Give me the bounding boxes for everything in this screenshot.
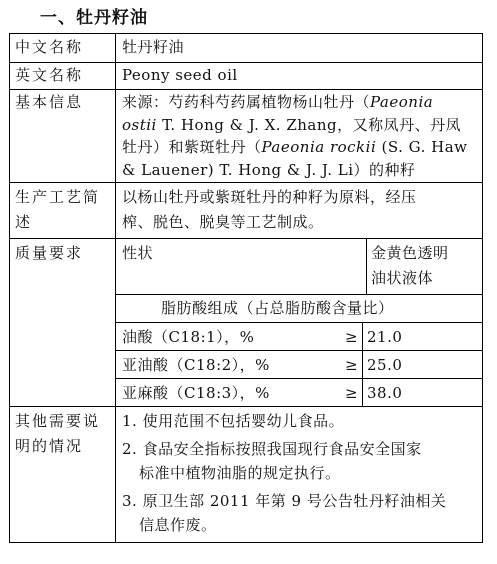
fatty-acid-op: ≥	[345, 328, 359, 346]
basic-info-text: (S. G. Haw	[376, 138, 468, 156]
latin-genus: Paeonia	[370, 93, 434, 111]
other-item-3-line-2: 信息作废。	[139, 516, 217, 534]
quality-label: 质量要求	[15, 244, 84, 262]
row-divider	[115, 378, 483, 379]
fatty-acid-value: 38.0	[367, 384, 403, 402]
process-line-2: 榨、脱色、脱臭等工艺制成。	[122, 213, 324, 231]
process-label-line-2: 述	[15, 213, 33, 231]
row-divider	[115, 294, 483, 295]
basic-info-text: T. Hong & J. X. Zhang，又称凤丹、丹凤	[156, 116, 462, 134]
table-border-top	[9, 33, 483, 34]
chinese-name-value: 牡丹籽油	[122, 38, 185, 56]
latin-species: Paeonia rockii	[261, 138, 377, 156]
section-heading: 一、牡丹籽油	[40, 8, 148, 28]
fatty-acid-value: 25.0	[367, 356, 403, 374]
english-name-label: 英文名称	[15, 66, 84, 84]
fatty-acid-header: 脂肪酸组成（占总脂肪酸含量比）	[161, 299, 394, 317]
fatty-acid-op: ≥	[345, 356, 359, 374]
other-item-2-line-2: 标准中植物油脂的规定执行。	[139, 464, 341, 482]
fatty-acid-op: ≥	[345, 384, 359, 402]
english-name-value: Peony seed oil	[122, 66, 238, 84]
basic-info-line-4: & Lauener) T. Hong & J. J. Li）的种籽	[122, 161, 416, 179]
row-divider	[9, 238, 483, 239]
table-border-left	[9, 33, 10, 543]
trait-value-line-1: 金黄色透明	[371, 244, 449, 262]
row-divider	[115, 350, 483, 351]
chinese-name-label: 中文名称	[15, 38, 84, 56]
other-label-line-1: 其他需要说	[15, 412, 101, 430]
trait-label: 性状	[122, 244, 154, 262]
fatty-acid-name: 亚麻酸（C18:3），%	[122, 384, 270, 402]
basic-info-text: 牡丹）和紫斑牡丹（	[122, 138, 262, 156]
process-label-line-1: 生产工艺简	[15, 188, 101, 206]
basic-info-line-3	[122, 135, 468, 160]
table-border-bottom	[9, 542, 483, 543]
fatty-acid-name: 亚油酸（C18:2），%	[122, 356, 270, 374]
other-item-1: 1. 使用范围不包括婴幼儿食品。	[122, 412, 345, 430]
fatty-acid-name: 油酸（C18:1），%	[122, 328, 255, 346]
row-divider	[115, 322, 483, 323]
spec-table	[9, 33, 483, 543]
other-item-2-line-1: 2. 食品安全指标按照我国现行食品安全国家	[122, 440, 422, 458]
latin-species: ostii	[122, 116, 157, 134]
basic-info-line-1	[122, 90, 433, 115]
value-divider	[362, 322, 363, 407]
other-label-line-2: 明的情况	[15, 437, 84, 455]
basic-info-text: 来源：芍药科芍药属植物杨山牡丹（	[122, 93, 371, 111]
process-line-1: 以杨山牡丹或紫斑牡丹的种籽为原料，经压	[122, 188, 417, 206]
other-item-3-line-1: 3. 原卫生部 2011 年第 9 号公告牡丹籽油相关	[122, 492, 447, 510]
basic-info-label: 基本信息	[15, 93, 84, 111]
table-border-right	[482, 33, 483, 543]
fatty-acid-value: 21.0	[367, 328, 403, 346]
trait-value-line-2: 油状液体	[371, 269, 434, 287]
row-divider	[9, 406, 483, 407]
column-divider	[115, 33, 116, 543]
trait-divider	[366, 238, 367, 295]
